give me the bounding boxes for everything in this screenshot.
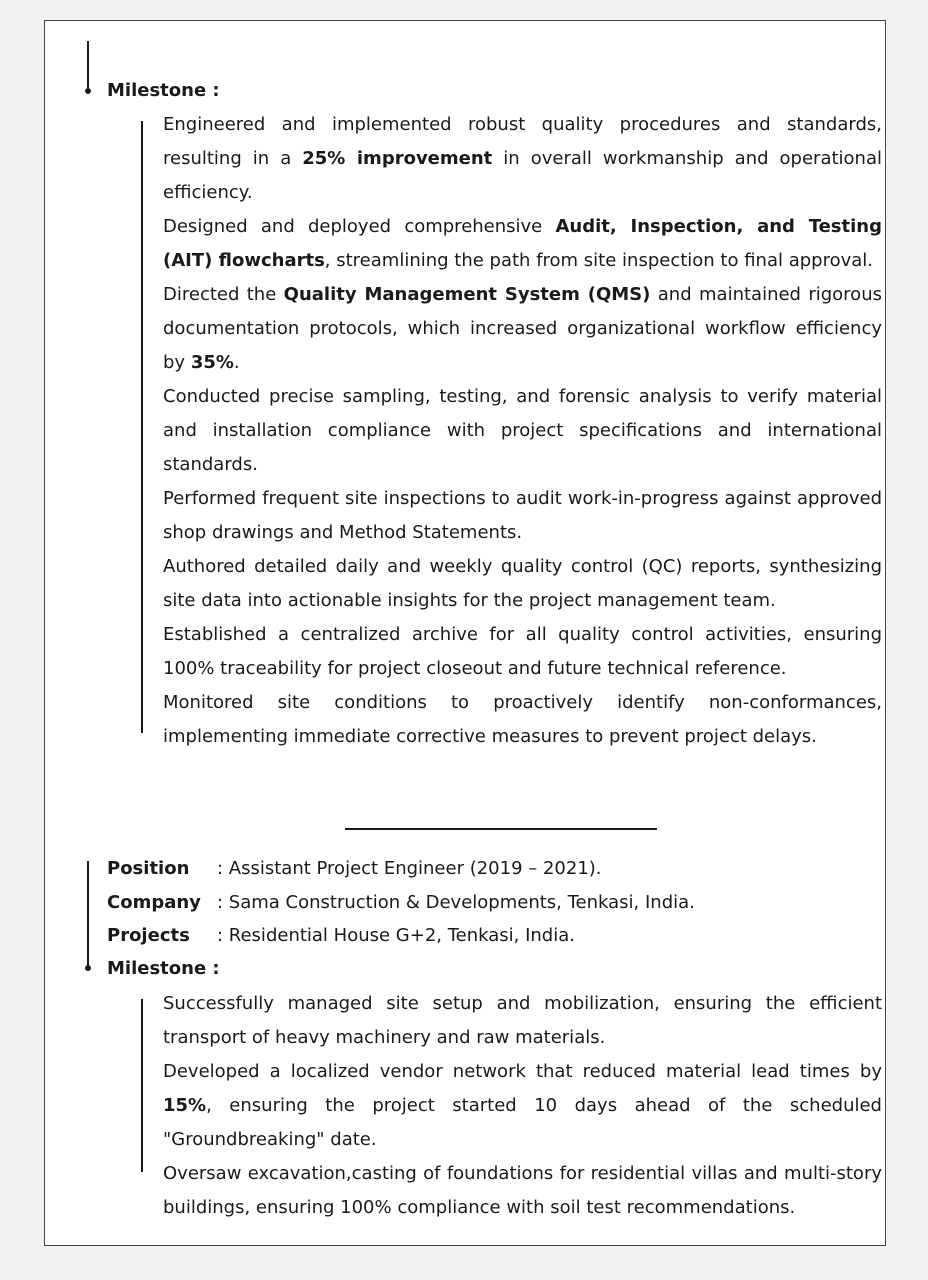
bullet-item [163,686,882,754]
section2-bullet-line [141,999,143,1172]
milestone-label: Milestone : [107,80,220,101]
bullet-item [163,618,882,686]
section2-timeline-line [87,861,89,967]
bullet-text: Conducted precise sampling, testing, and forensic analysis to verify material and installation compliance with project specifications and international standards. [163,386,882,475]
bullet-text: Directed the [163,284,284,305]
bullet-text: Successfully managed site setup and mobilization, ensuring the efficient transport of heavy machinery and raw materials. [163,993,882,1048]
position-label: Position [107,858,190,879]
bullet-item [163,380,882,482]
section1-bullet-line [141,121,143,733]
company-value: : Sama Construction & Developments, Tenkasi, India. [217,892,695,913]
bullet-text: Established a centralized archive for all quality control activities, ensuring 100% traceability for project closeout and future technical reference. [163,624,882,679]
bullet-text: and maintained rigorous documentation protocols, which increased organizational workflow efficiency by [163,284,882,373]
bullet-bold-text: 15% [163,1095,207,1116]
bullet-item [163,1157,882,1225]
bullet-text: , ensuring the project started 10 days ahead of the scheduled "Groundbreaking" date. [163,1095,882,1150]
bullet-bold-text: Quality Management System (QMS) [283,284,651,305]
position-value: : Assistant Project Engineer (2019 – 2021). [217,858,602,879]
bullet-item [163,108,882,210]
section2-bullet-list [163,987,882,1225]
bullet-text: . [233,352,240,373]
bullet-text: Monitored site conditions to proactively identify non-conformances, implementing immediate corrective measures to prevent project delays. [163,692,882,747]
bullet-item [163,482,882,550]
bullet-text: , streamlining the path from site inspection to final approval. [324,250,874,271]
bullet-text: in overall workmanship and operational efficiency. [163,148,882,203]
bullet-item [163,278,882,380]
bullet-text: Engineered and implemented robust quality procedures and standards, resulting in a [163,114,882,169]
bullet-item [163,550,882,618]
section-separator [345,828,657,830]
projects-label: Projects [107,925,190,946]
section2-timeline-dot [85,965,91,971]
bullet-text: Designed and deployed comprehensive [163,216,556,237]
resume-page [44,20,886,1246]
bullet-text: Performed frequent site inspections to audit work-in-progress against approved shop drawings and Method Statements. [163,488,882,543]
bullet-item [163,1055,882,1157]
section1-timeline-dot [85,88,91,94]
bullet-text: Authored detailed daily and weekly quality control (QC) reports, synthesizing site data into actionable insights for the project management team. [163,556,882,611]
section1-bullet-list [163,108,882,754]
milestone-label: Milestone : [107,958,220,979]
bullet-bold-text: 25% improvement [302,148,493,169]
bullet-bold-text: Audit, Inspection, and Testing (AIT) flowcharts [163,216,882,271]
company-label: Company [107,892,201,913]
bullet-item [163,210,882,278]
bullet-bold-text: 35% [190,352,234,373]
section1-timeline-line [87,41,89,89]
projects-value: : Residential House G+2, Tenkasi, India. [217,925,575,946]
bullet-text: Oversaw excavation,casting of foundations for residential villas and multi-story buildings, ensuring 100% compliance with soil test recommendations. [163,1163,882,1218]
bullet-item [163,987,882,1055]
bullet-text: Developed a localized vendor network that reduced material lead times by [163,1061,882,1082]
